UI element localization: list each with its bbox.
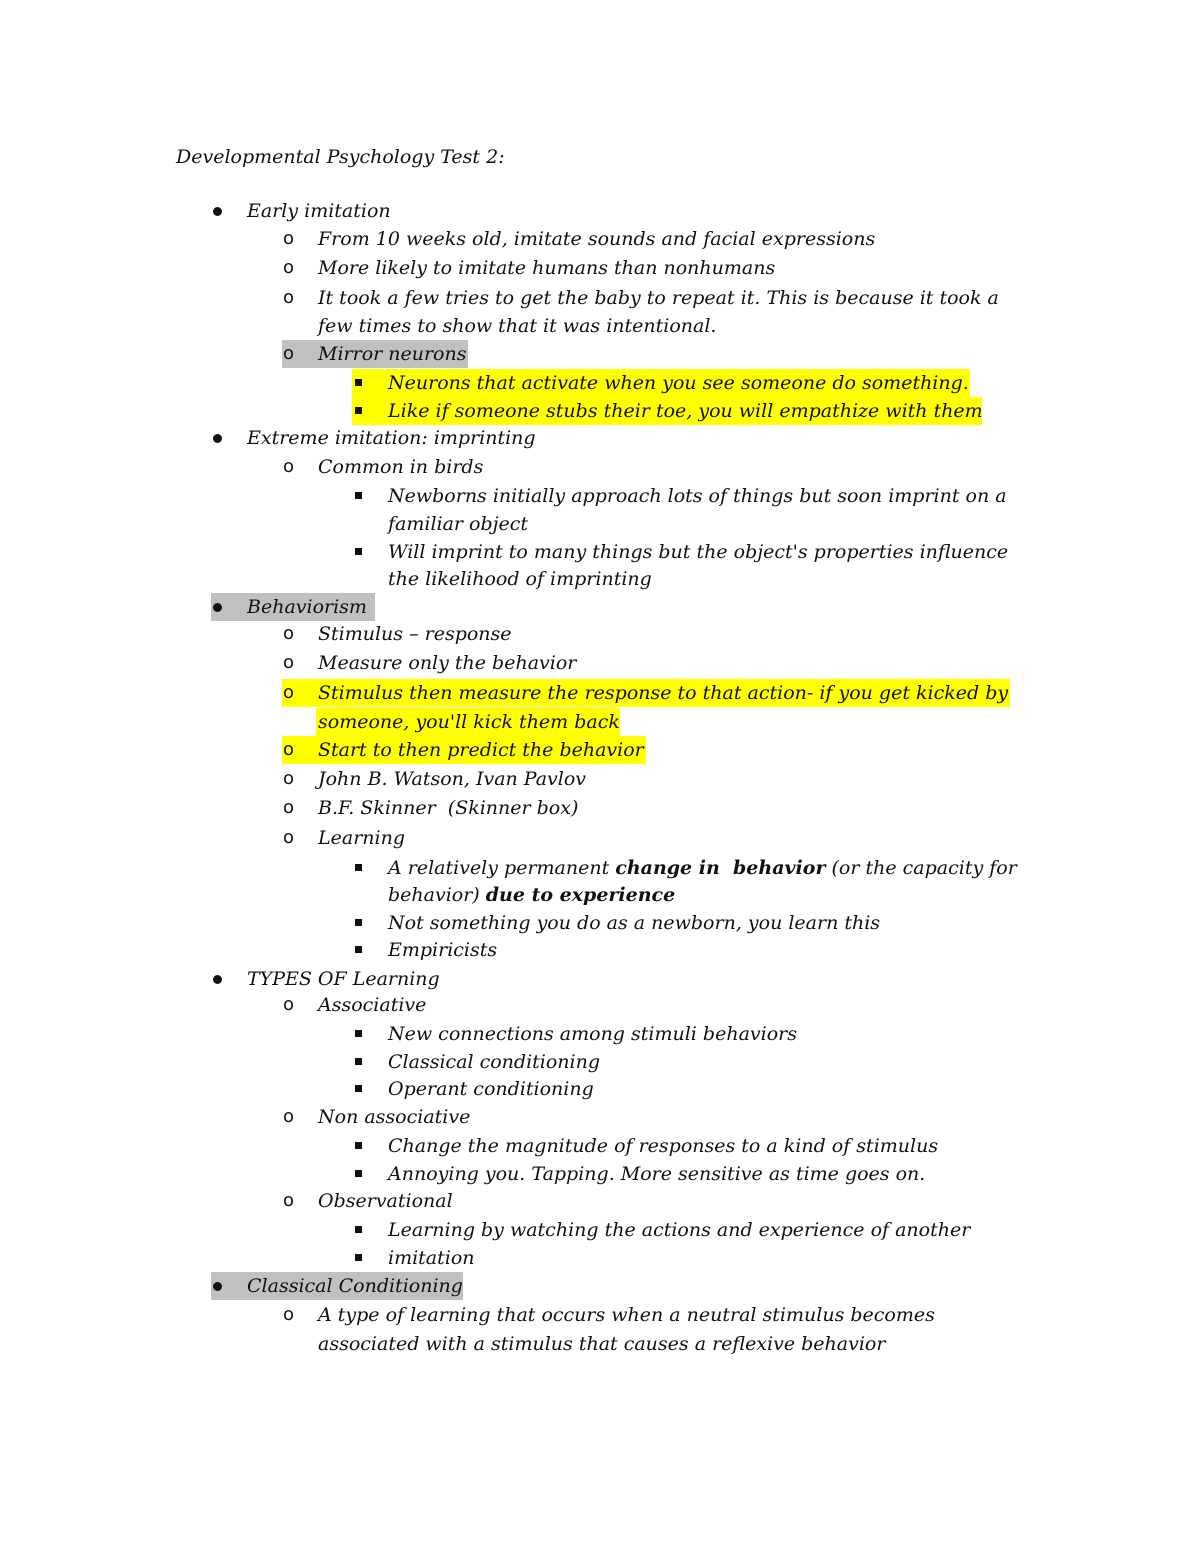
square-bullet-icon xyxy=(355,919,362,926)
square-bullet-icon xyxy=(355,1254,362,1261)
square-bullet-icon xyxy=(355,864,362,871)
square-bullet-icon xyxy=(355,946,362,953)
square-bullet-icon xyxy=(355,1226,362,1233)
square-bullet-icon xyxy=(355,379,362,386)
circle-bullet-icon: o xyxy=(283,994,295,1015)
circle-bullet-icon: o xyxy=(283,343,295,364)
bullet-icon xyxy=(213,603,222,612)
circle-bullet-icon: o xyxy=(283,456,295,477)
square-bullet-icon xyxy=(355,1030,362,1037)
square-bullet-icon xyxy=(355,1170,362,1177)
circle-bullet-icon: o xyxy=(283,257,295,278)
square-bullet-icon xyxy=(355,548,362,555)
bullet-icon xyxy=(213,975,222,984)
bullet-icon xyxy=(213,207,222,216)
circle-bullet-icon: o xyxy=(283,623,295,644)
square-bullet-icon xyxy=(355,407,362,414)
square-bullet-icon xyxy=(355,1085,362,1092)
circle-bullet-icon: o xyxy=(283,228,295,249)
circle-bullet-icon: o xyxy=(283,1106,295,1127)
circle-bullet-icon: o xyxy=(283,287,295,308)
circle-bullet-icon: o xyxy=(283,768,295,789)
bullet-icon xyxy=(213,1282,222,1291)
circle-bullet-icon: o xyxy=(283,797,295,818)
circle-bullet-icon: o xyxy=(283,1190,295,1211)
square-bullet-icon xyxy=(355,492,362,499)
circle-bullet-icon: o xyxy=(283,652,295,673)
circle-bullet-icon: o xyxy=(283,739,295,760)
document-title: Developmental Psychology Test 2: xyxy=(176,146,505,168)
circle-bullet-icon: o xyxy=(283,1304,295,1325)
bullet-icon xyxy=(213,434,222,443)
square-bullet-icon xyxy=(355,1058,362,1065)
circle-bullet-icon: o xyxy=(283,682,295,703)
circle-bullet-icon: o xyxy=(283,827,295,848)
document-page: Developmental Psychology Test 2: Early imitation o From 10 weeks old, imitate sounds and facial expressions o More likely to imitate humans than nonhumans o It took a few tries to get the baby to repeat it. This is because it took a few times to show that it was intentional. o Mirror neurons Neurons that activate when you see someone do something. Like if someone stubs their toe, you will empathize with them Extreme imitation: imprinting o Common in birds Newborns initially approach lots of things but soon imprint on a familiar object Will imprint to many things but the object's properties influence the likelihood of imprinting Behaviorism o Stimulus – response o Measure only the behavior o Stimulus then measure the response to that action- if you get kicked by someone, you'll kick them back o Start to then predict the behavior o John B. Watson, Ivan Pavlov o B.F. Skinner (Skinner box) o Learning A relatively permanent change in behavior (or the capacity for behavior) due to experience Not something you do as a newborn, you learn this Empiricists TYPES OF Learning o Associative New connections among stimuli behaviors Classical conditioning Operant conditioning o Non associative Change the magnitude of responses to a kind of stimulus Annoying you. Tapping. More sensitive as time goes on. o Observational Learning by watching the actions and experience of another imitation Classical Conditioning o A type of learning that occurs when a neutral stimulus becomes associated with a stimulus that causes a reflexive behavior xyxy=(0,0,1200,1553)
square-bullet-icon xyxy=(355,1142,362,1149)
